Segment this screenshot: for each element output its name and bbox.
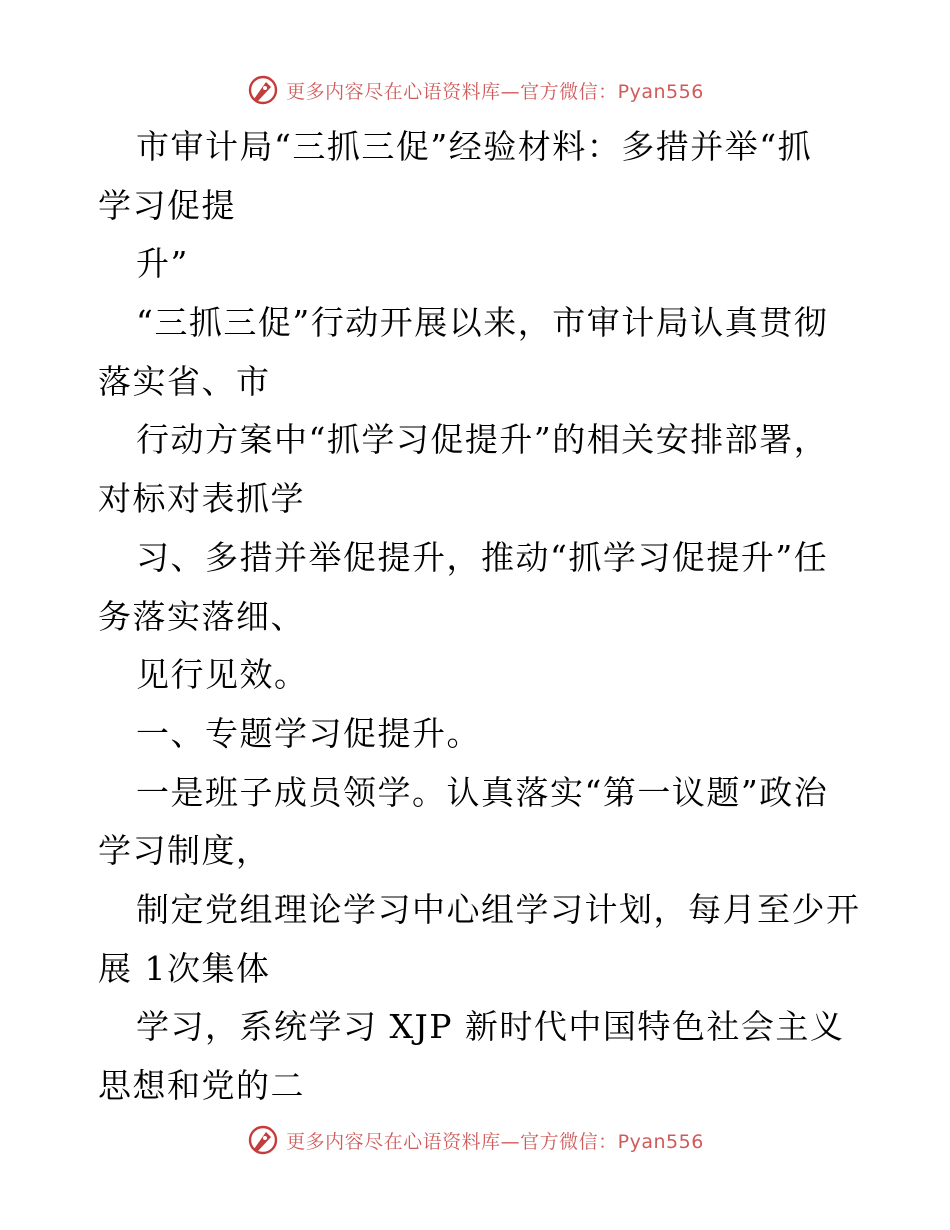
text-line: 习、多措并举促提升，推动“抓学习促提升”任 (136, 537, 829, 577)
text-line: 学习促提 (98, 185, 236, 225)
header-banner-content (246, 73, 704, 107)
text-line: 一、专题学习促提升。 (136, 713, 481, 753)
text-line: 落实省、市 (98, 361, 271, 401)
text-line: 展 1次集体 (98, 948, 271, 988)
text-line: 对标对表抓学 (98, 479, 305, 519)
footer-banner-content (246, 1123, 704, 1157)
text-line: 学习，系统学习 XJP 新时代中国特色社会主义 (136, 1007, 845, 1047)
text-line: 升” (136, 244, 189, 284)
footer-banner-text: 更多内容尽在心语资料库—官方微信：Pyan556 (286, 1130, 704, 1153)
document-body (98, 118, 861, 1116)
text-line: 务落实落细、 (98, 596, 305, 636)
text-line: “三抓三促”行动开展以来，市审计局认真贯彻 (136, 303, 829, 343)
text-line: 学习制度， (98, 831, 271, 871)
text-line: 市审计局“三抓三促”经验材料：多措并举“抓 (136, 127, 813, 166)
text-line: 一是班子成员领学。认真落实“第一议题”政治 (136, 772, 829, 812)
text-line: 制定党组理论学习中心组学习计划，每月至少开 (136, 889, 861, 929)
text-line: 行动方案中“抓学习促提升”的相关安排部署， (136, 420, 829, 460)
footer-banner (0, 1120, 950, 1160)
header-banner-text: 更多内容尽在心语资料库—官方微信：Pyan556 (286, 80, 704, 103)
text-line: 见行见效。 (136, 655, 309, 695)
text-line: 思想和党的二 (98, 1066, 305, 1105)
header-banner (0, 70, 950, 110)
pen-nib-logo-icon (246, 73, 280, 107)
pen-nib-logo-icon (246, 1123, 280, 1157)
